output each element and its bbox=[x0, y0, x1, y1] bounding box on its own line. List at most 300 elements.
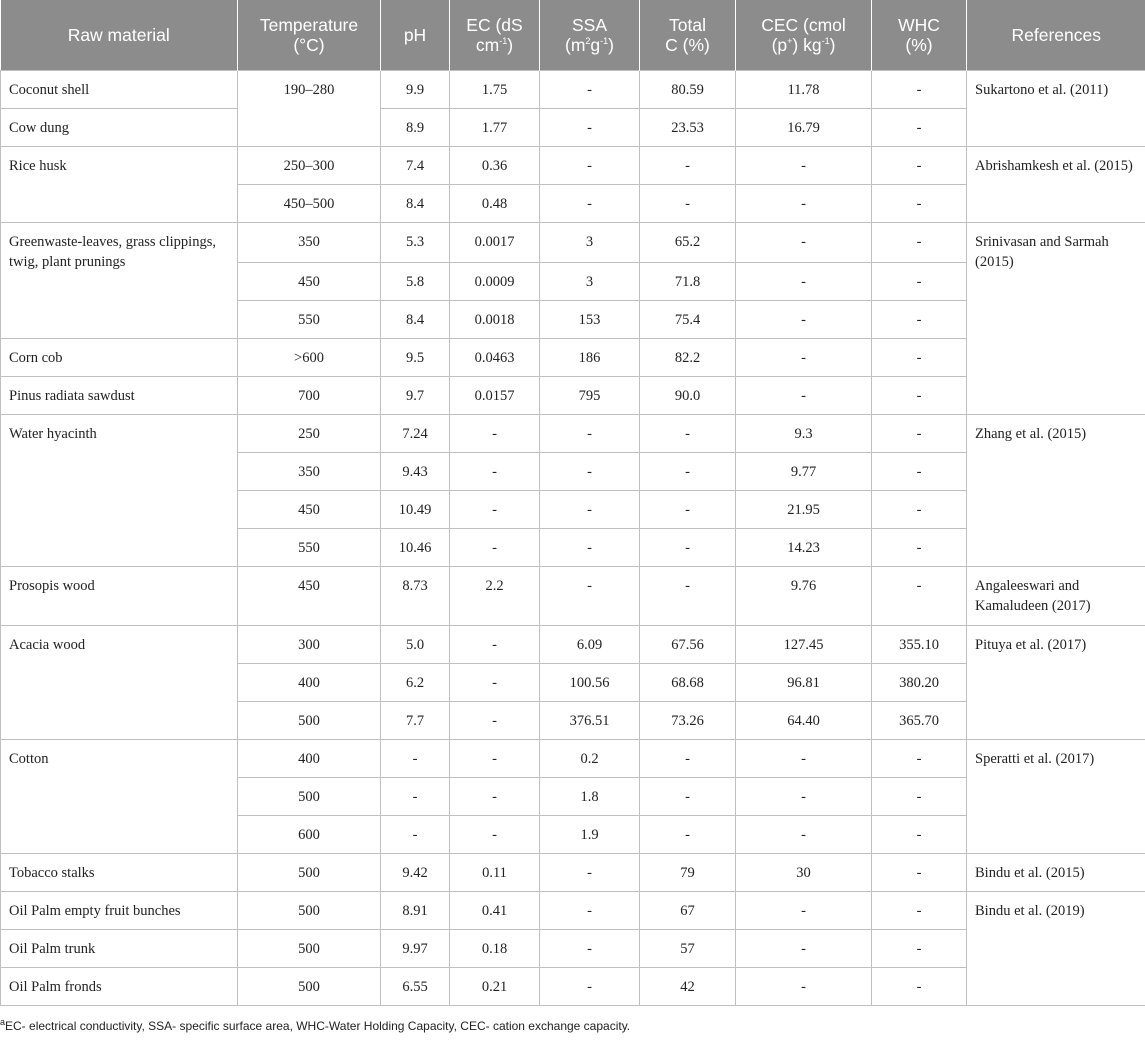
cell-ec-text: - bbox=[492, 464, 497, 480]
cell-ph-text: 5.8 bbox=[405, 274, 425, 290]
cell-ec-text: - bbox=[492, 426, 497, 442]
cell-whc bbox=[872, 740, 967, 778]
cell-ssa-text: 186 bbox=[578, 350, 601, 366]
cell-tc bbox=[640, 71, 736, 109]
cell-ssa bbox=[540, 854, 640, 892]
cell-raw-material bbox=[1, 109, 238, 147]
cell-temperature-text: 600 bbox=[298, 827, 320, 843]
cell-ph-text: 9.9 bbox=[405, 82, 425, 98]
cell-raw-material bbox=[1, 147, 238, 223]
header-ec: EC (dS $cm^{-1}$) bbox=[450, 0, 540, 71]
cell-tc-text: - bbox=[685, 426, 690, 442]
cell-tc-text: - bbox=[685, 751, 690, 767]
cell-ph bbox=[381, 740, 450, 778]
cell-temperature-text: 450 bbox=[298, 274, 320, 290]
cell-ph-text: 6.55 bbox=[402, 979, 428, 995]
cell-ssa bbox=[540, 109, 640, 147]
header-total-c: Total C (%) bbox=[640, 0, 736, 71]
cell-ec-text: 0.0018 bbox=[474, 312, 515, 328]
cell-ssa-text: 1.9 bbox=[580, 827, 599, 843]
cell-ssa bbox=[540, 415, 640, 453]
cell-temperature-text: 550 bbox=[298, 312, 320, 328]
cell-tc-text: - bbox=[685, 158, 690, 174]
cell-ec bbox=[450, 301, 540, 339]
cell-ph-text: 5.0 bbox=[405, 637, 425, 653]
cell-cec-text: 9.77 bbox=[790, 464, 817, 480]
cell-ph bbox=[381, 185, 450, 223]
cell-cec-text: - bbox=[801, 234, 806, 250]
cell-raw-material bbox=[1, 71, 238, 109]
cell-cec-text: - bbox=[801, 350, 806, 366]
cell-ec bbox=[450, 339, 540, 377]
cell-ssa-text: - bbox=[587, 979, 592, 995]
cell-reference-text: Zhang et al. (2015) bbox=[975, 426, 1087, 442]
cell-ssa-text: 3 bbox=[585, 274, 594, 290]
table-row bbox=[1, 223, 1145, 263]
cell-whc bbox=[872, 491, 967, 529]
cell-ssa-text: - bbox=[587, 82, 592, 98]
cell-ec bbox=[450, 892, 540, 930]
cell-cec bbox=[736, 491, 872, 529]
cell-raw-material-text: Pinus radiata sawdust bbox=[9, 388, 135, 404]
cell-ec bbox=[450, 567, 540, 626]
cell-tc bbox=[640, 854, 736, 892]
cell-ph bbox=[381, 263, 450, 301]
cell-tc bbox=[640, 339, 736, 377]
header-ph: pH bbox=[381, 0, 450, 71]
cell-whc-text: - bbox=[916, 158, 922, 174]
cell-ec bbox=[450, 71, 540, 109]
cell-ec-text: 0.41 bbox=[481, 903, 508, 919]
cell-cec-text: - bbox=[801, 274, 806, 290]
cell-temperature-text: 450–500 bbox=[283, 196, 335, 212]
cell-raw-material-text: Acacia wood bbox=[9, 637, 86, 653]
cell-ec bbox=[450, 740, 540, 778]
cell-ph bbox=[381, 147, 450, 185]
cell-reference bbox=[967, 415, 1145, 567]
cell-temperature-text: 450 bbox=[298, 578, 320, 594]
cell-tc-text: 57 bbox=[680, 941, 695, 957]
cell-ec-text: - bbox=[492, 540, 497, 556]
cell-temperature-text: 250–300 bbox=[283, 158, 335, 174]
cell-raw-material bbox=[1, 854, 238, 892]
cell-cec bbox=[736, 147, 872, 185]
cell-ssa-text: - bbox=[587, 941, 592, 957]
cell-ssa bbox=[540, 491, 640, 529]
cell-temperature-text: 500 bbox=[298, 979, 320, 995]
cell-raw-material bbox=[1, 567, 238, 626]
cell-raw-material-text: Prosopis wood bbox=[9, 578, 95, 594]
cell-cec bbox=[736, 778, 872, 816]
cell-whc bbox=[872, 529, 967, 567]
cell-whc bbox=[872, 109, 967, 147]
cell-reference-text: Bindu et al. (2015) bbox=[975, 865, 1085, 881]
cell-ssa-text: 153 bbox=[578, 312, 601, 328]
cell-ph-text: - bbox=[412, 827, 418, 843]
cell-tc bbox=[640, 109, 736, 147]
cell-ec bbox=[450, 491, 540, 529]
cell-ec-text: 0.0157 bbox=[474, 388, 515, 404]
cell-ec-text: - bbox=[492, 675, 497, 691]
table-row bbox=[1, 147, 1145, 185]
cell-tc bbox=[640, 377, 736, 415]
cell-ph bbox=[381, 109, 450, 147]
cell-reference-text: Srinivasan and Sarmah (2015) bbox=[975, 234, 1109, 270]
cell-cec-text: 30 bbox=[796, 865, 811, 881]
cell-whc-text: - bbox=[916, 426, 922, 442]
cell-ssa-text: - bbox=[587, 196, 592, 212]
cell-temperature bbox=[238, 415, 381, 453]
cell-cec bbox=[736, 664, 872, 702]
cell-cec bbox=[736, 892, 872, 930]
cell-ec-text: - bbox=[492, 751, 497, 767]
cell-ssa bbox=[540, 567, 640, 626]
cell-whc-text: - bbox=[916, 751, 922, 767]
cell-cec-text: 9.76 bbox=[790, 578, 817, 594]
cell-whc bbox=[872, 567, 967, 626]
cell-ec-text: 0.48 bbox=[481, 196, 508, 212]
cell-ec bbox=[450, 529, 540, 567]
cell-raw-material-text: Oil Palm fronds bbox=[9, 979, 102, 995]
cell-ph bbox=[381, 930, 450, 968]
cell-temperature bbox=[238, 930, 381, 968]
cell-ec bbox=[450, 223, 540, 263]
cell-temperature bbox=[238, 71, 381, 147]
cell-whc-text: - bbox=[916, 903, 922, 919]
cell-whc-text: - bbox=[916, 464, 922, 480]
cell-whc bbox=[872, 626, 967, 664]
cell-tc bbox=[640, 529, 736, 567]
cell-ssa-text: - bbox=[587, 426, 592, 442]
cell-tc bbox=[640, 223, 736, 263]
cell-cec-text: - bbox=[801, 903, 806, 919]
cell-tc-text: 67.56 bbox=[671, 637, 704, 653]
cell-whc-text: - bbox=[916, 120, 922, 136]
cell-ph bbox=[381, 491, 450, 529]
cell-ph bbox=[381, 664, 450, 702]
cell-ssa bbox=[540, 377, 640, 415]
cell-cec-text: 96.81 bbox=[787, 675, 820, 691]
cell-whc bbox=[872, 377, 967, 415]
cell-whc-text: - bbox=[916, 941, 922, 957]
cell-tc bbox=[640, 626, 736, 664]
cell-raw-material-text: Cow dung bbox=[9, 120, 70, 136]
table-row bbox=[1, 567, 1145, 626]
cell-temperature-text: 400 bbox=[298, 675, 320, 691]
cell-ec bbox=[450, 968, 540, 1006]
cell-whc bbox=[872, 185, 967, 223]
cell-cec-text: - bbox=[801, 827, 806, 843]
cell-ssa bbox=[540, 930, 640, 968]
cell-ph-text: 10.49 bbox=[398, 502, 432, 518]
cell-ec-text: 1.75 bbox=[481, 82, 508, 98]
cell-ph bbox=[381, 778, 450, 816]
cell-whc bbox=[872, 778, 967, 816]
cell-cec bbox=[736, 930, 872, 968]
cell-temperature bbox=[238, 223, 381, 263]
cell-whc bbox=[872, 664, 967, 702]
cell-ssa-text: - bbox=[587, 120, 592, 136]
cell-ssa-text: - bbox=[587, 903, 592, 919]
cell-tc-text: 67 bbox=[680, 903, 695, 919]
cell-ph bbox=[381, 339, 450, 377]
cell-tc bbox=[640, 778, 736, 816]
header-references: References bbox=[967, 0, 1145, 71]
cell-reference bbox=[967, 567, 1145, 626]
cell-ec bbox=[450, 109, 540, 147]
header-whc: WHC (%) bbox=[872, 0, 967, 71]
cell-ssa bbox=[540, 223, 640, 263]
cell-ssa bbox=[540, 664, 640, 702]
cell-ph-text: 8.4 bbox=[405, 196, 425, 212]
cell-raw-material-text: Corn cob bbox=[9, 350, 63, 366]
cell-ec bbox=[450, 854, 540, 892]
cell-tc-text: 73.26 bbox=[671, 713, 704, 729]
cell-cec-text: - bbox=[801, 979, 806, 995]
cell-whc-text: - bbox=[916, 827, 922, 843]
cell-tc bbox=[640, 930, 736, 968]
cell-ph bbox=[381, 892, 450, 930]
cell-cec bbox=[736, 339, 872, 377]
cell-ec bbox=[450, 263, 540, 301]
cell-tc bbox=[640, 185, 736, 223]
cell-ec-text: - bbox=[492, 827, 497, 843]
cell-whc-text: - bbox=[916, 312, 922, 328]
cell-raw-material bbox=[1, 968, 238, 1006]
cell-raw-material bbox=[1, 626, 238, 740]
cell-cec bbox=[736, 109, 872, 147]
cell-ph-text: 8.9 bbox=[405, 120, 425, 136]
footnote bbox=[0, 1019, 630, 1033]
cell-cec-text: 9.3 bbox=[794, 426, 813, 442]
cell-raw-material-text: Water hyacinth bbox=[9, 426, 97, 442]
cell-whc bbox=[872, 854, 967, 892]
cell-raw-material bbox=[1, 930, 238, 968]
cell-whc bbox=[872, 415, 967, 453]
cell-temperature-text: 450 bbox=[298, 502, 320, 518]
cell-whc-text: - bbox=[916, 234, 922, 250]
cell-reference-text: Abrishamkesh et al. (2015) bbox=[975, 158, 1133, 174]
cell-temperature bbox=[238, 664, 381, 702]
table-body bbox=[1, 71, 1145, 1006]
cell-ph bbox=[381, 415, 450, 453]
cell-ssa bbox=[540, 453, 640, 491]
cell-ssa-text: 1.8 bbox=[580, 789, 599, 805]
cell-temperature bbox=[238, 491, 381, 529]
cell-temperature bbox=[238, 740, 381, 778]
cell-cec-text: 11.78 bbox=[787, 82, 820, 98]
cell-cec-text: - bbox=[801, 388, 806, 404]
cell-reference bbox=[967, 223, 1145, 415]
cell-ph bbox=[381, 453, 450, 491]
cell-ph-text: 7.24 bbox=[402, 426, 428, 442]
cell-ssa-text: - bbox=[587, 158, 592, 174]
cell-tc-text: - bbox=[685, 578, 690, 594]
cell-tc bbox=[640, 702, 736, 740]
cell-tc-text: 80.59 bbox=[671, 82, 704, 98]
cell-ph-text: - bbox=[412, 789, 418, 805]
cell-whc bbox=[872, 71, 967, 109]
cell-cec-text: - bbox=[801, 751, 806, 767]
cell-temperature bbox=[238, 529, 381, 567]
cell-temperature-text: 350 bbox=[298, 234, 320, 250]
cell-reference-text: Angaleeswari and Kamaludeen (2017) bbox=[975, 578, 1091, 614]
cell-temperature bbox=[238, 854, 381, 892]
footnote-text: EC- electrical conductivity, SSA- specific surface area, WHC-Water Holding Capacity, CEC- cation exchange capacity. bbox=[5, 1019, 631, 1033]
cell-ec bbox=[450, 415, 540, 453]
cell-whc-text: - bbox=[916, 502, 922, 518]
cell-ph bbox=[381, 968, 450, 1006]
cell-ssa bbox=[540, 147, 640, 185]
cell-tc-text: 79 bbox=[680, 865, 695, 881]
cell-ec bbox=[450, 702, 540, 740]
cell-cec bbox=[736, 263, 872, 301]
cell-ec-text: - bbox=[492, 713, 497, 729]
cell-ec-text: 2.2 bbox=[485, 578, 504, 594]
cell-ph-text: 7.4 bbox=[405, 158, 425, 174]
header-cec: CEC (cmol (p+) $kg^{-1}$) bbox=[736, 0, 872, 71]
header-row bbox=[1, 0, 1145, 71]
cell-ph bbox=[381, 71, 450, 109]
cell-ec bbox=[450, 778, 540, 816]
cell-tc-text: 90.0 bbox=[674, 388, 701, 404]
header-ssa: SSA $(m^2g^{-1})$ bbox=[540, 0, 640, 71]
cell-cec bbox=[736, 854, 872, 892]
cell-ssa-text: 6.09 bbox=[576, 637, 603, 653]
cell-whc-text: - bbox=[916, 789, 922, 805]
cell-tc bbox=[640, 892, 736, 930]
cell-ph-text: 7.7 bbox=[405, 713, 425, 729]
cell-ec-text: 0.36 bbox=[481, 158, 508, 174]
cell-cec-text: 21.95 bbox=[787, 502, 820, 518]
cell-whc bbox=[872, 147, 967, 185]
table-row bbox=[1, 854, 1145, 892]
cell-raw-material bbox=[1, 892, 238, 930]
cell-reference-text: Sukartono et al. (2011) bbox=[975, 82, 1109, 98]
cell-ssa bbox=[540, 263, 640, 301]
cell-reference bbox=[967, 892, 1145, 1006]
cell-tc bbox=[640, 567, 736, 626]
cell-temperature-text: 500 bbox=[298, 865, 320, 881]
cell-tc-text: - bbox=[685, 789, 690, 805]
cell-ph bbox=[381, 301, 450, 339]
cell-reference-text: Speratti et al. (2017) bbox=[975, 751, 1095, 767]
cell-ssa bbox=[540, 339, 640, 377]
cell-cec bbox=[736, 415, 872, 453]
cell-whc-text: - bbox=[916, 196, 922, 212]
cell-whc bbox=[872, 892, 967, 930]
cell-ec bbox=[450, 816, 540, 854]
cell-ec-text: 0.11 bbox=[482, 865, 507, 881]
cell-temperature-text: 500 bbox=[298, 903, 320, 919]
cell-temperature bbox=[238, 263, 381, 301]
cell-temperature-text: 700 bbox=[298, 388, 320, 404]
cell-whc-text: - bbox=[916, 388, 922, 404]
cell-tc-text: 71.8 bbox=[674, 274, 701, 290]
cell-tc bbox=[640, 415, 736, 453]
cell-ssa bbox=[540, 702, 640, 740]
cell-tc-text: 23.53 bbox=[671, 120, 704, 136]
cell-whc-text: 380.20 bbox=[899, 675, 939, 691]
cell-whc-text: - bbox=[916, 274, 922, 290]
cell-tc bbox=[640, 740, 736, 778]
cell-temperature bbox=[238, 968, 381, 1006]
cell-tc-text: 75.4 bbox=[674, 312, 701, 328]
cell-ssa-text: - bbox=[587, 502, 592, 518]
cell-raw-material bbox=[1, 415, 238, 567]
cell-ec bbox=[450, 185, 540, 223]
cell-whc bbox=[872, 301, 967, 339]
cell-cec bbox=[736, 185, 872, 223]
cell-ec bbox=[450, 147, 540, 185]
cell-ec bbox=[450, 626, 540, 664]
cell-raw-material-text: Cotton bbox=[9, 751, 49, 767]
cell-whc-text: - bbox=[916, 540, 922, 556]
header-temperature: Temperature (°C) bbox=[238, 0, 381, 71]
cell-cec-text: 16.79 bbox=[787, 120, 820, 136]
cell-ec-text: 0.0009 bbox=[474, 274, 515, 290]
cell-tc-text: 42 bbox=[680, 979, 695, 995]
cell-tc bbox=[640, 491, 736, 529]
cell-temperature bbox=[238, 377, 381, 415]
cell-reference-text: Pituya et al. (2017) bbox=[975, 637, 1087, 653]
cell-cec-text: - bbox=[801, 941, 806, 957]
cell-whc-text: - bbox=[916, 578, 922, 594]
cell-ec-text: - bbox=[492, 789, 497, 805]
cell-raw-material-text: Greenwaste-leaves, grass clippings, twig, plant prunings bbox=[9, 234, 216, 270]
cell-tc bbox=[640, 147, 736, 185]
cell-ssa-text: 100.56 bbox=[569, 675, 610, 691]
cell-reference bbox=[967, 854, 1145, 892]
cell-tc-text: - bbox=[685, 540, 690, 556]
cell-temperature bbox=[238, 626, 381, 664]
cell-temperature-text: 300 bbox=[298, 637, 320, 653]
cell-cec-text: 14.23 bbox=[787, 540, 820, 556]
cell-cec-text: 127.45 bbox=[783, 637, 824, 653]
table-row bbox=[1, 740, 1145, 778]
header-raw-material: Raw material bbox=[1, 0, 238, 71]
cell-ph bbox=[381, 702, 450, 740]
cell-ph-text: 5.3 bbox=[405, 234, 425, 250]
cell-reference bbox=[967, 740, 1145, 854]
cell-whc bbox=[872, 968, 967, 1006]
cell-ph bbox=[381, 854, 450, 892]
cell-cec bbox=[736, 377, 872, 415]
cell-ssa bbox=[540, 301, 640, 339]
cell-temperature-text: 550 bbox=[298, 540, 320, 556]
cell-cec bbox=[736, 71, 872, 109]
cell-cec bbox=[736, 529, 872, 567]
cell-ph-text: 8.4 bbox=[405, 312, 425, 328]
cell-ph-text: 9.97 bbox=[402, 941, 428, 957]
cell-whc bbox=[872, 339, 967, 377]
cell-tc-text: - bbox=[685, 827, 690, 843]
cell-temperature bbox=[238, 702, 381, 740]
cell-ph-text: 9.5 bbox=[405, 350, 425, 366]
cell-cec bbox=[736, 740, 872, 778]
cell-temperature-text: >600 bbox=[294, 350, 324, 366]
cell-tc-text: - bbox=[685, 196, 690, 212]
cell-ph bbox=[381, 377, 450, 415]
cell-cec bbox=[736, 567, 872, 626]
cell-whc-text: - bbox=[916, 979, 922, 995]
cell-cec bbox=[736, 702, 872, 740]
cell-raw-material-text: Oil Palm empty fruit bunches bbox=[9, 903, 181, 919]
cell-ssa bbox=[540, 968, 640, 1006]
cell-ec-text: - bbox=[492, 502, 497, 518]
cell-ssa-text: - bbox=[587, 578, 592, 594]
cell-ssa bbox=[540, 529, 640, 567]
